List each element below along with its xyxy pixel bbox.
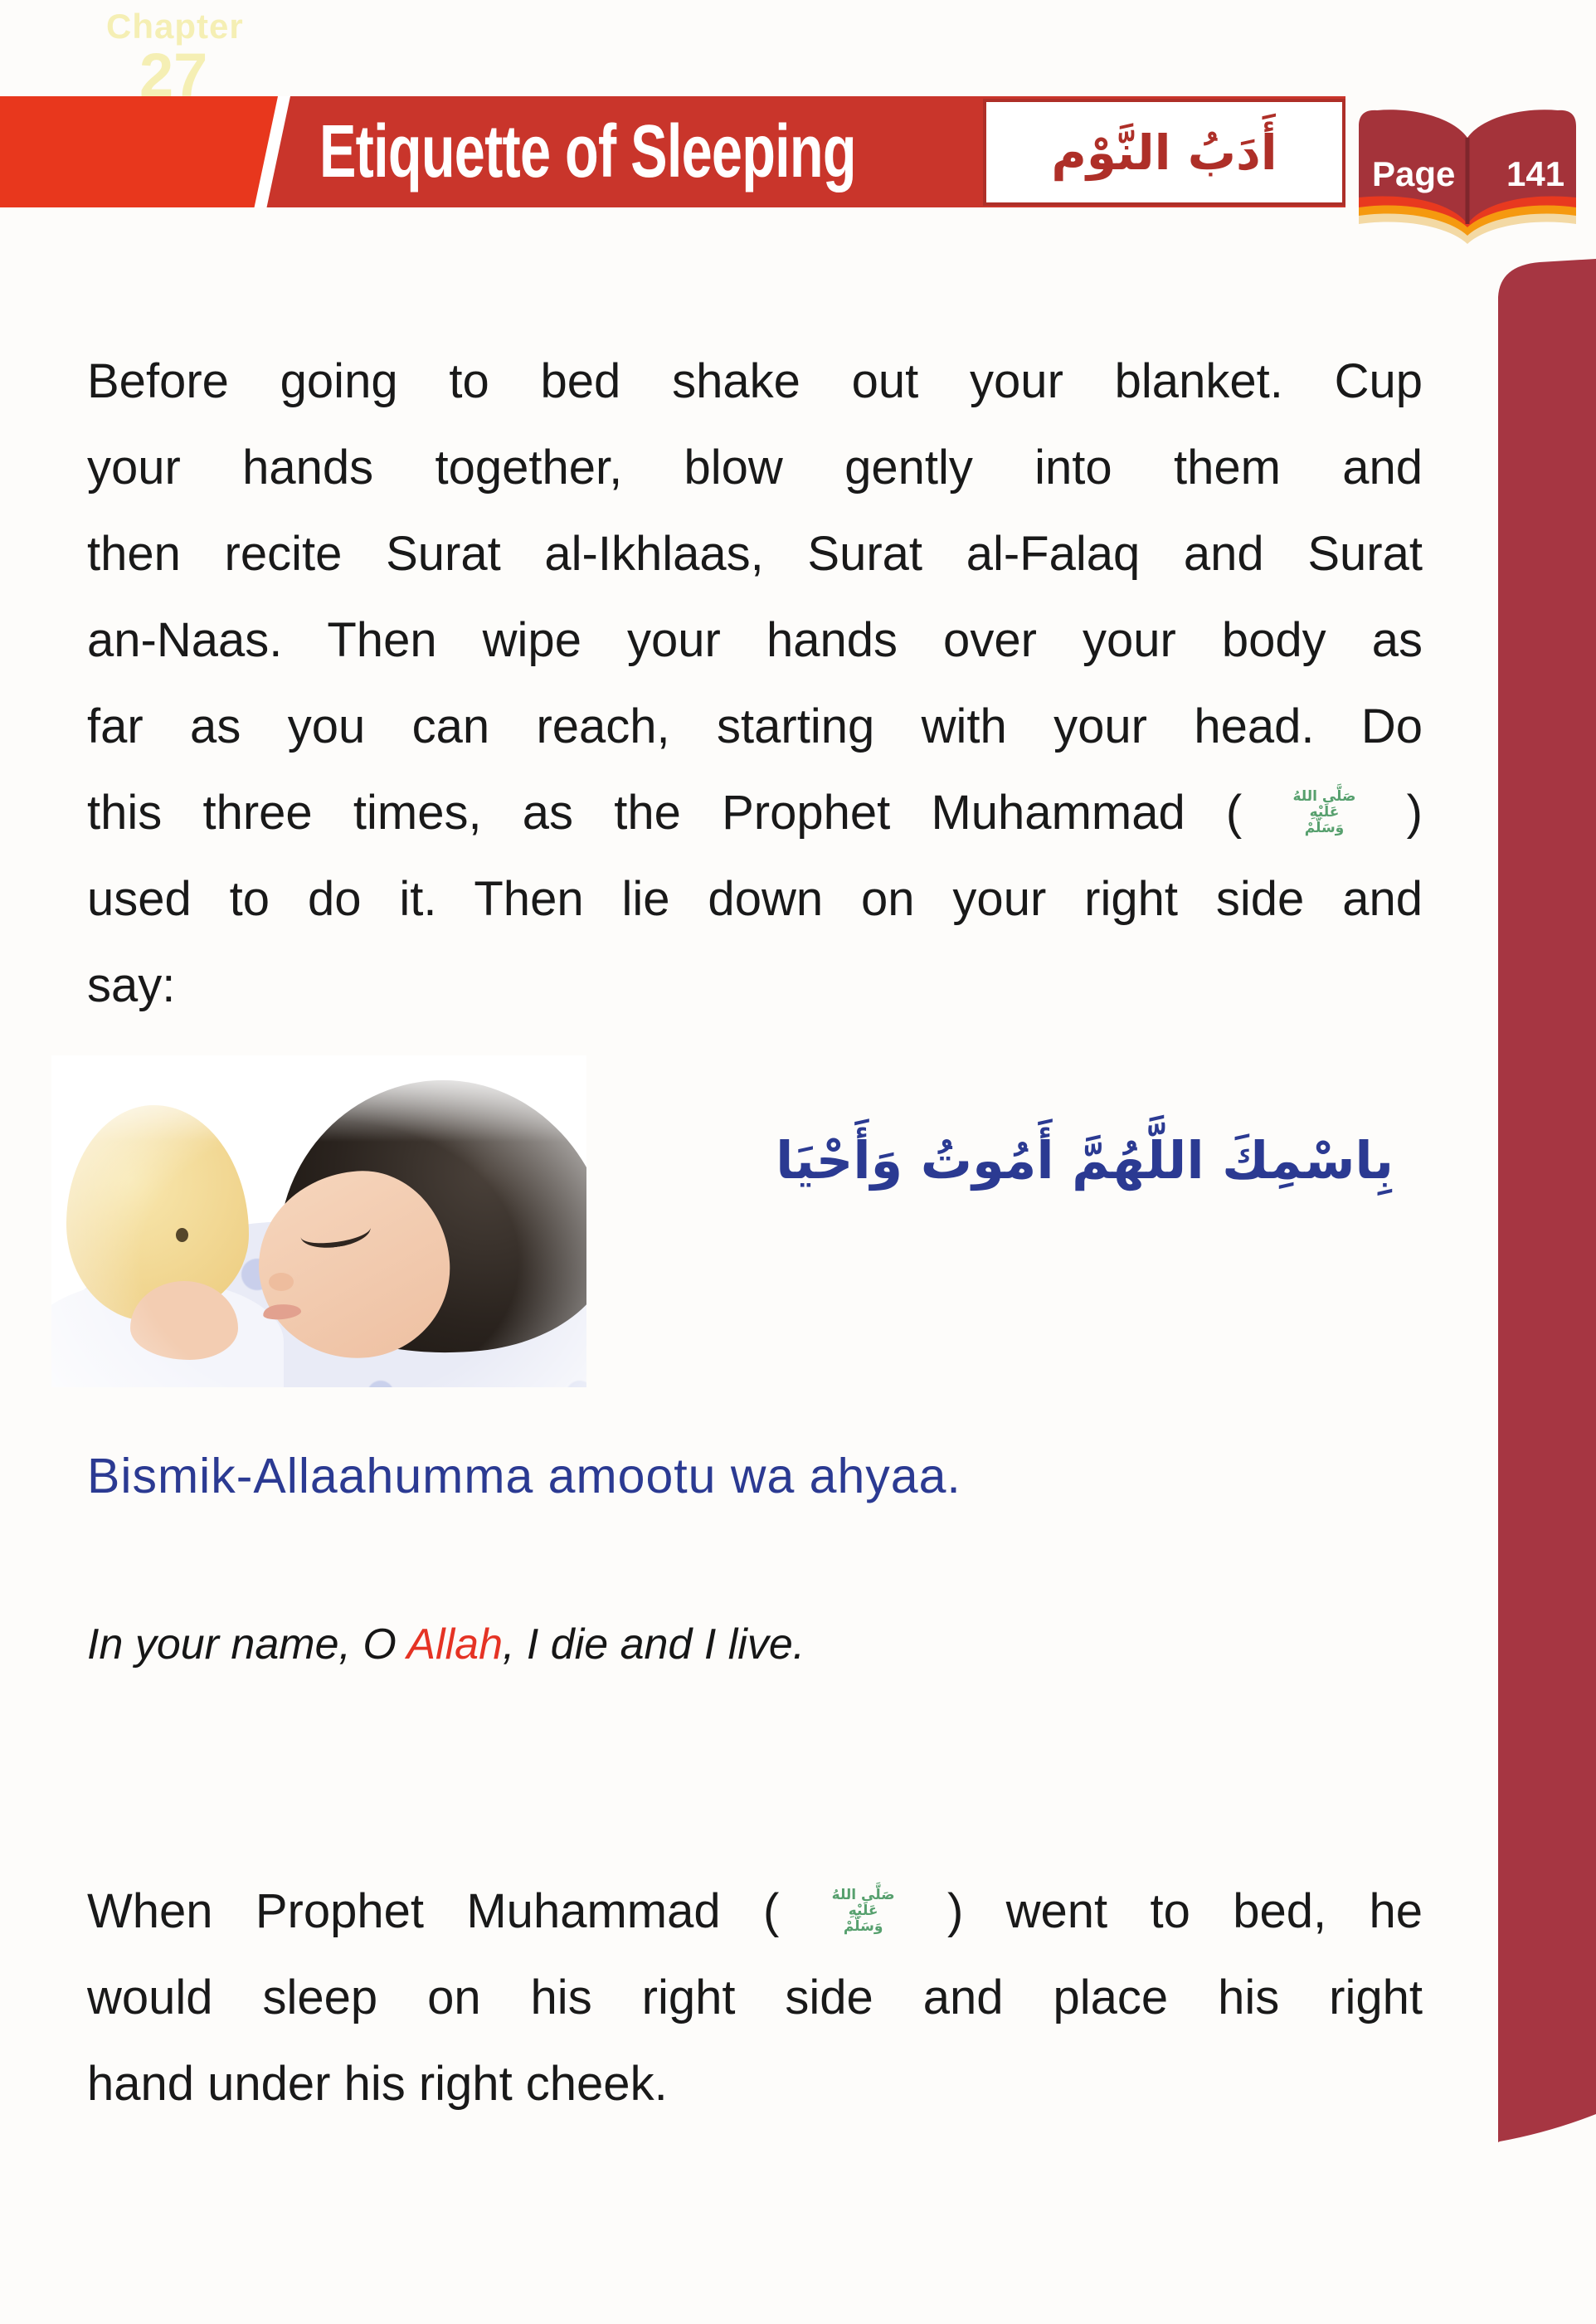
text-segment: would sleep on his right side and place his right — [87, 1971, 1423, 2024]
translation-allah: Allah — [406, 1620, 503, 1669]
paragraph-line — [87, 2041, 1423, 2127]
paragraph-line — [87, 511, 1423, 597]
text-segment: far as you can reach, starting with your head. Do — [87, 699, 1423, 753]
page-indicator-number: 141 — [1506, 154, 1565, 193]
page-edge-band — [1498, 259, 1596, 2142]
text-segment: an-Naas. Then wipe your hands over your body as — [87, 613, 1423, 667]
paragraph-prophet-practice — [87, 1868, 1423, 2127]
paragraph-line — [87, 770, 1423, 856]
paragraph-line — [87, 1955, 1423, 2041]
text-segment: this three times, as the Prophet Muhammad ( — [87, 786, 1283, 840]
text-segment: Before going to bed shake out your blanket. Cup — [87, 354, 1423, 408]
dua-translation — [87, 1620, 805, 1669]
page-title-text: Etiquette of Sleeping — [319, 110, 856, 193]
paragraph-line — [87, 597, 1423, 684]
text-segment: hand under his right cheek. — [87, 2057, 668, 2111]
pbuh-row: وَسَلَّمْ — [843, 1918, 883, 1936]
page-title — [319, 96, 1044, 207]
paragraph-line — [87, 856, 1423, 943]
arabic-title-box — [983, 99, 1345, 206]
photo-fade-vignette — [51, 1055, 586, 1387]
text-segment: used to do it. Then lie down on your right side and — [87, 872, 1423, 926]
text-segment: then recite Surat al-Ikhlaas, Surat al-Falaq and Surat — [87, 527, 1423, 581]
pbuh-calligraphy-icon — [825, 1888, 902, 1935]
translation-suffix: , I die and I live. — [503, 1620, 805, 1669]
chapter-label: Chapter — [106, 7, 244, 46]
dua-arabic-text: بِاسْمِكَ اللَّهُمَّ أَمُوتُ وَأَحْيَا — [776, 1130, 1394, 1191]
paragraph-line — [87, 425, 1423, 511]
paragraph-instructions — [87, 339, 1423, 1029]
pbuh-row: عَلَيْهِ — [1309, 804, 1340, 821]
paragraph-line — [87, 1868, 1423, 1955]
chapter-block — [0, 96, 278, 207]
translation-prefix: In your name, O — [87, 1620, 407, 1669]
text-segment: When Prophet Muhammad ( — [87, 1884, 822, 1938]
pbuh-row: عَلَيْهِ — [848, 1903, 878, 1920]
page-indicator-label: Page — [1372, 154, 1456, 193]
paragraph-line — [87, 684, 1423, 770]
open-book-icon — [1347, 103, 1588, 246]
pbuh-calligraphy-icon — [1286, 789, 1362, 836]
pbuh-row: صَلَّى اللهُ — [1292, 788, 1356, 806]
pbuh-row: صَلَّى اللهُ — [831, 1887, 895, 1904]
paragraph-line — [87, 943, 1423, 1029]
text-segment: ) went to bed, he — [904, 1884, 1423, 1938]
sleeping-baby-photo — [51, 1055, 586, 1387]
paragraph-line — [87, 339, 1423, 425]
arabic-title-text: أَدَبُ النَّوْم — [1051, 124, 1277, 181]
chapter-number: 27 — [139, 41, 208, 110]
dua-transliteration: Bismik-Allaahumma amootu wa ahyaa. — [87, 1449, 961, 1503]
text-segment: ) — [1365, 786, 1423, 840]
text-segment: say: — [87, 958, 176, 1012]
pbuh-row: وَسَلَّمْ — [1304, 820, 1345, 837]
text-segment: your hands together, blow gently into them and — [87, 441, 1423, 495]
